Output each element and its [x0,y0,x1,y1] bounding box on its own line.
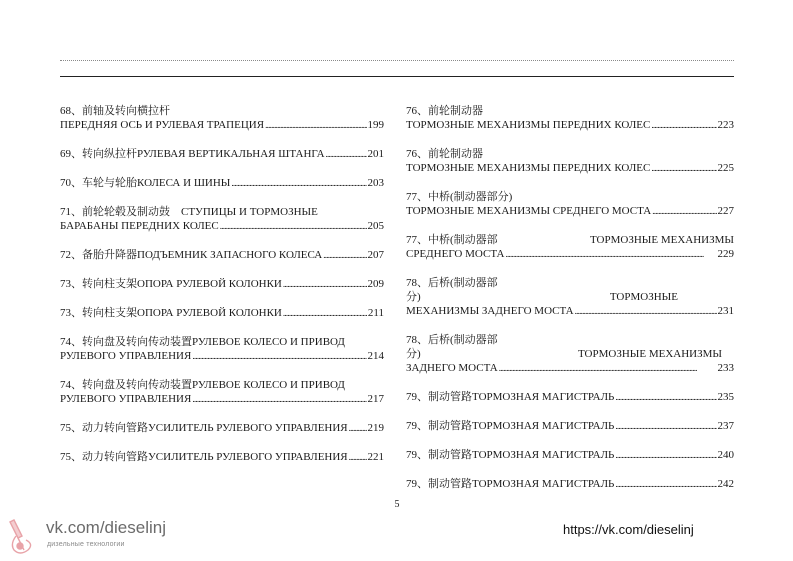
toc-entry-title: 75、动力转向管路УСИЛИТЕЛЬ РУЛЕВОГО УПРАВЛЕНИЯ [60,451,348,463]
toc-entry-69[interactable] [60,147,384,161]
toc-entry-head: 78、后桥(制动器部 [406,334,498,346]
toc-entry-title: РУЛЕВОГО УПРАВЛЕНИЯ [60,393,192,405]
dot-leader [283,277,367,291]
header-solid-rule [60,76,734,77]
toc-entry-title: 73、转向柱支架ОПОРА РУЛЕВОЙ КОЛОНКИ [60,307,282,319]
dot-leader [349,450,367,464]
toc-entry-head: 76、前轮制动器 [406,148,483,160]
dot-leader [505,247,716,261]
toc-entry-head: 68、前轴及转向横拉杆 [60,105,170,117]
toc-entry-title: 79、制动管路ТОРМОЗНАЯ МАГИСТРАЛЬ [406,449,615,461]
toc-entry-title: 70、车轮与轮胎КОЛЕСА И ШИНЫ [60,177,231,189]
toc-entry-76a[interactable] [406,104,734,132]
toc-entry-74b[interactable] [60,378,384,406]
toc-entry-page: 237 [717,420,734,432]
dot-leader [192,349,366,363]
dot-leader [283,306,367,320]
toc-entry-title: БАРАБАНЫ ПЕРЕДНИХ КОЛЕС [60,220,219,232]
toc-entry-71[interactable] [60,205,384,233]
toc-entry-73b[interactable] [60,306,384,320]
toc-entry-page: 209 [367,278,384,290]
toc-right-column [406,104,734,506]
toc-entry-70[interactable] [60,176,384,190]
toc-entry-head-cont: 分) [406,348,421,360]
toc-entry-77b[interactable] [406,233,734,261]
header-dotted-rule [60,60,734,61]
dot-leader [499,361,717,375]
toc-entry-title: 79、制动管路ТОРМОЗНАЯ МАГИСТРАЛЬ [406,391,615,403]
dot-leader [265,118,366,132]
toc-entry-head: 76、前轮制动器 [406,105,483,117]
dot-leader [349,421,367,435]
toc-entry-head-cont: 分) [406,291,421,303]
toc-entry-page: 217 [367,393,384,405]
dot-leader [323,248,366,262]
page-number: 5 [394,499,400,510]
source-url[interactable]: https://vk.com/dieselinj [563,522,694,537]
toc-entry-page: 240 [717,449,734,461]
toc-entry-72[interactable] [60,248,384,262]
toc-entry-title: МЕХАНИЗМЫ ЗАДНЕГО МОСТА [406,305,574,317]
toc-entry-title: 72、备胎升降器ПОДЪЕМНИК ЗАПАСНОГО КОЛЕСА [60,249,323,261]
toc-entry-79d[interactable] [406,477,734,491]
toc-entry-title: ПЕРЕДНЯЯ ОСЬ И РУЛЕВАЯ ТРАПЕЦИЯ [60,119,265,131]
dot-leader [575,304,717,318]
toc-entry-head-row [406,233,734,247]
dot-leader [651,118,716,132]
toc-entry-page: 229 [717,248,734,260]
dot-leader [615,390,716,404]
toc-entry-75b[interactable] [60,450,384,464]
toc-entry-title: 75、动力转向管路УСИЛИТЕЛЬ РУЛЕВОГО УПРАВЛЕНИЯ [60,422,348,434]
dot-leader [192,392,366,406]
toc-entry-75a[interactable] [60,421,384,435]
toc-entry-title: РУЛЕВОГО УПРАВЛЕНИЯ [60,350,192,362]
toc-entry-page: 205 [367,220,384,232]
dot-leader [615,477,716,491]
toc-entry-74a[interactable] [60,335,384,363]
toc-entry-title: ЗАДНЕГО МОСТА [406,362,498,374]
toc-entry-head: 77、中桥(制动器部 [406,234,498,246]
toc-entry-page: 203 [367,177,384,189]
toc-entry-page: 227 [717,205,734,217]
toc-left-column [60,104,384,479]
watermark-subtitle: дизельные технологии [47,541,125,548]
toc-entry-title: СРЕДНЕГО МОСТА [406,248,505,260]
toc-entry-title: ТОРМОЗНЫЕ МЕХАНИЗМЫ ПЕРЕДНИХ КОЛЕС [406,162,651,174]
toc-entry-page: 225 [717,162,734,174]
toc-entry-68[interactable] [60,104,384,132]
toc-entry-77a[interactable] [406,190,734,218]
toc-entry-page: 214 [367,350,384,362]
toc-entry-head-right [406,290,734,304]
toc-entry-head-right: ТОРМОЗНЫЕ МЕХАНИЗМЫ [577,348,722,360]
toc-entry-head-right: ТОРМОЗНЫЕ МЕХАНИЗМЫ [589,234,734,246]
dot-leader [652,204,716,218]
toc-entry-title: ТОРМОЗНЫЕ МЕХАНИЗМЫ СРЕДНЕГО МОСТА [406,205,652,217]
toc-entry-page: 235 [717,391,734,403]
toc-entry-page: 219 [367,422,384,434]
dot-leader [651,161,716,175]
vk-watermark [6,512,176,556]
toc-entry-head: 77、中桥(制动器部分) [406,191,513,203]
toc-entry-73a[interactable] [60,277,384,291]
toc-entry-head: 74、转向盘及转向传动装置РУЛЕВОЕ КОЛЕСО И ПРИВОД [60,336,345,348]
injector-logo-icon [6,516,42,556]
dot-leader [231,176,366,190]
toc-entry-page: 242 [717,478,734,490]
toc-entry-76b[interactable] [406,147,734,175]
dot-leader [615,419,716,433]
dot-leader [220,219,367,233]
toc-entry-79b[interactable] [406,419,734,433]
toc-entry-page: 233 [717,362,734,374]
toc-entry-page: 201 [367,148,384,160]
dot-leader [326,147,367,161]
toc-entry-head: 71、前轮轮毂及制动鼓 СТУПИЦЫ И ТОРМОЗНЫЕ [60,206,318,218]
toc-entry-title: 79、制动管路ТОРМОЗНАЯ МАГИСТРАЛЬ [406,478,615,490]
toc-entry-page: 207 [367,249,384,261]
toc-entry-page: 199 [367,119,384,131]
toc-entry-79c[interactable] [406,448,734,462]
toc-entry-title: 73、转向柱支架ОПОРА РУЛЕВОЙ КОЛОНКИ [60,278,282,290]
toc-entry-head-row [406,347,734,361]
toc-entry-head: 78、后桥(制动器部 [406,277,498,289]
dot-leader [615,448,716,462]
toc-entry-head: 74、转向盘及转向传动装置РУЛЕВОЕ КОЛЕСО И ПРИВОД [60,379,345,391]
toc-entry-title: 69、转向纵拉杆РУЛЕВАЯ ВЕРТИКАЛЬНАЯ ШТАНГА [60,148,325,160]
toc-entry-title: ТОРМОЗНЫЕ МЕХАНИЗМЫ ПЕРЕДНИХ КОЛЕС [406,119,651,131]
toc-entry-page: 211 [367,307,384,319]
toc-entry-head-right-text: ТОРМОЗНЫЕ [609,291,678,303]
toc-entry-page: 231 [717,305,734,317]
toc-entry-78b[interactable] [406,333,734,375]
toc-entry-title: 79、制动管路ТОРМОЗНАЯ МАГИСТРАЛЬ [406,420,615,432]
toc-entry-79a[interactable] [406,390,734,404]
toc-entry-page: 221 [367,451,384,463]
toc-entry-78a[interactable] [406,276,734,318]
toc-entry-page: 223 [717,119,734,131]
watermark-site: vk.com/dieselinj [46,518,166,537]
